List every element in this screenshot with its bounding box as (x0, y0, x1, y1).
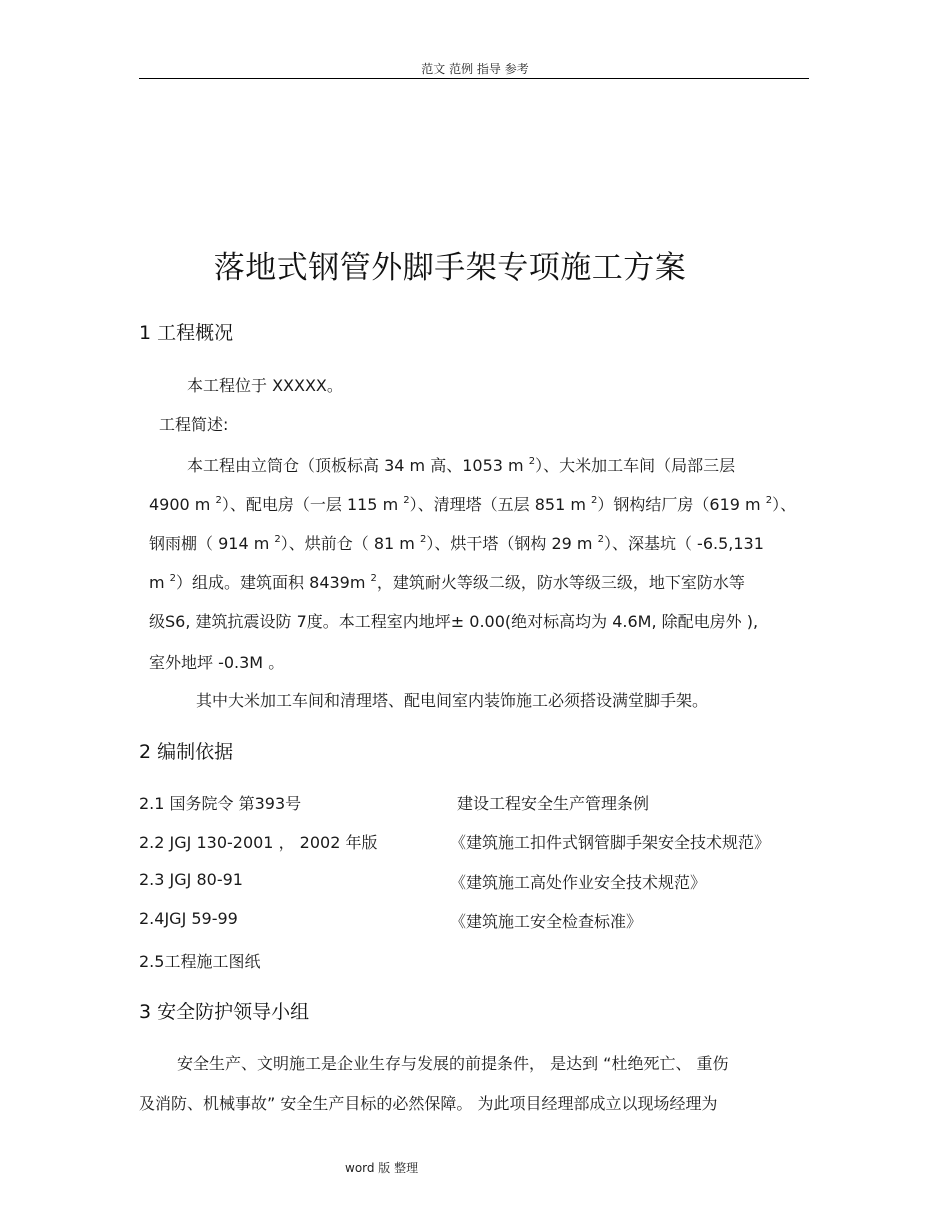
page-footer: word 版 整理 (345, 1161, 419, 1175)
basis-item-4-title: 《建筑施工安全检查标准》 (450, 912, 643, 931)
brief-line-4: m $^2$）组成。建筑面积 8439m $^2$，建筑耐火等级二级，防水等级三级，地下室防水等 (149, 573, 745, 592)
basis-item-1-ref: 2.1 国务院令 第393号 (139, 794, 302, 813)
document-title: 落地式钢管外脚手架专项施工方案 (213, 250, 687, 286)
brief-line-3: 钢雨棚（ 914 m $^2$）、烘前仓（ 81 m $^2$）、烘干塔（钢构 29 m $^2$）、深基坑（ -6.5,131 (149, 534, 764, 553)
brief-line-2: 4900 m $^2$）、配电房（一层 115 m $^2$）、清理塔（五层 851 m $^2$）钢构结厂房（619 m $^2$）、 (149, 495, 797, 514)
section-3-heading: 3 安全防护领导小组 (139, 1001, 310, 1023)
header-rule (139, 78, 809, 79)
brief-line-6: 室外地坪 -0.3M 。 (149, 653, 285, 672)
basis-item-2-title: 《建筑施工扣件式钢管脚手架安全技术规范》 (450, 833, 771, 852)
section-2-heading: 2 编制依据 (139, 741, 234, 763)
scaffold-note: 其中大米加工车间和清理塔、配电间室内装饰施工必须搭设满堂脚手架。 (196, 691, 709, 710)
brief-line-5: 级S6, 建筑抗震设防 7度。本工程室内地坪± 0.00(绝对标高均为 4.6M, 除配电房外 ), (149, 612, 759, 631)
project-location: 本工程位于 XXXXX。 (187, 376, 343, 395)
basis-item-5-ref: 2.5工程施工图纸 (139, 952, 261, 971)
basis-item-2-ref: 2.2 JGJ 130-2001 ， 2002 年版 (139, 833, 378, 852)
basis-item-3-title: 《建筑施工高处作业安全技术规范》 (450, 873, 707, 892)
basis-item-1-title: 建设工程安全生产管理条例 (457, 794, 650, 813)
brief-line-1: 本工程由立筒仓（顶板标高 34 m 高、1053 m $^2$）、大米加工车间（局部三层 (187, 456, 736, 475)
basis-item-4-ref: 2.4JGJ 59-99 (139, 909, 238, 928)
project-brief-label: 工程简述: (159, 415, 229, 434)
safety-paragraph-line-1: 安全生产、文明施工是企业生存与发展的前提条件， 是达到 “杜绝死亡、 重伤 (177, 1054, 729, 1073)
basis-item-3-ref: 2.3 JGJ 80-91 (139, 870, 243, 889)
section-1-heading: 1 工程概况 (139, 322, 234, 344)
safety-paragraph-line-2: 及消防、机械事故” 安全生产目标的必然保障。 为此项目经理部成立以现场经理为 (139, 1094, 718, 1113)
page-header: 范文 范例 指导 参考 (421, 62, 529, 76)
